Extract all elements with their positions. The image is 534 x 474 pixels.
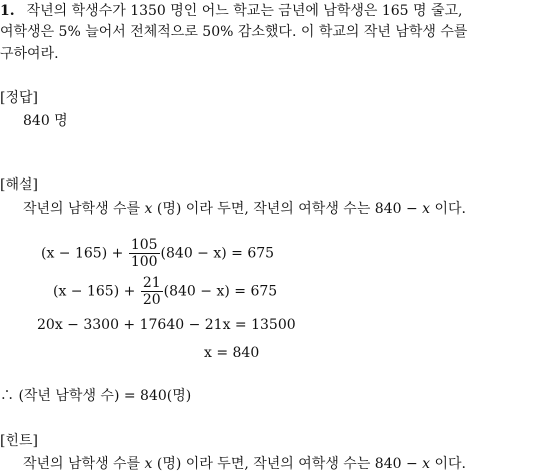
solution-intro bbox=[23, 199, 466, 219]
hint-text-c: 이다. bbox=[430, 456, 467, 472]
equation-2-denominator: 20 bbox=[142, 292, 161, 308]
equation-1-fraction bbox=[129, 237, 160, 270]
solution-var-x-2: x bbox=[422, 201, 431, 217]
equation-1-numerator: 105 bbox=[130, 237, 158, 253]
solution-intro-b: (명) 이라 두면, 작년의 여학생 수는 840 − bbox=[152, 201, 423, 217]
hint-var-x: x bbox=[144, 456, 153, 472]
solution-header: [해설] bbox=[0, 177, 38, 193]
equation-2 bbox=[53, 275, 277, 308]
hint-text-b: (명) 이라 두면, 작년의 여학생 수는 840 − bbox=[152, 456, 423, 472]
answer-value: 840 명 bbox=[23, 113, 68, 129]
equation-2-numerator: 21 bbox=[142, 275, 161, 291]
equation-2-left: (x − 165) + bbox=[53, 283, 136, 300]
answer-header: [정답] bbox=[0, 90, 38, 106]
solution-conclusion: ∴ (작년 남학생 수) = 840(명) bbox=[0, 388, 192, 404]
problem-text-1: 작년의 학생수가 1350 명인 어느 학교는 금년에 남학생은 165 명 줄고, bbox=[26, 3, 463, 19]
problem-text-3: 구하여라. bbox=[0, 46, 59, 62]
hint-header: [힌트] bbox=[0, 433, 38, 449]
problem-line-1 bbox=[0, 1, 463, 21]
hint-var-x-2: x bbox=[422, 456, 431, 472]
solution-var-x: x bbox=[144, 201, 153, 217]
problem-number: 1. bbox=[0, 3, 15, 19]
solution-intro-c: 이다. bbox=[430, 201, 467, 217]
equation-1-denominator: 100 bbox=[130, 254, 158, 270]
equation-2-right: (840 − x) = 675 bbox=[163, 283, 278, 300]
solution-intro-a: 작년의 남학생 수를 bbox=[23, 201, 145, 217]
equation-1-right: (840 − x) = 675 bbox=[160, 245, 275, 262]
equation-1-left: (x − 165) + bbox=[41, 245, 124, 262]
problem-text-2: 여학생은 5% 늘어서 전체적으로 50% 감소했다. 이 학교의 작년 남학생 수를 bbox=[0, 24, 468, 40]
equation-1 bbox=[41, 237, 274, 270]
equation-4: x = 840 bbox=[204, 345, 260, 361]
hint-text-a: 작년의 남학생 수를 bbox=[23, 456, 145, 472]
equation-3: 20x − 3300 + 17640 − 21x = 13500 bbox=[37, 317, 296, 333]
equation-2-fraction bbox=[141, 275, 163, 308]
hint-text bbox=[23, 454, 466, 474]
